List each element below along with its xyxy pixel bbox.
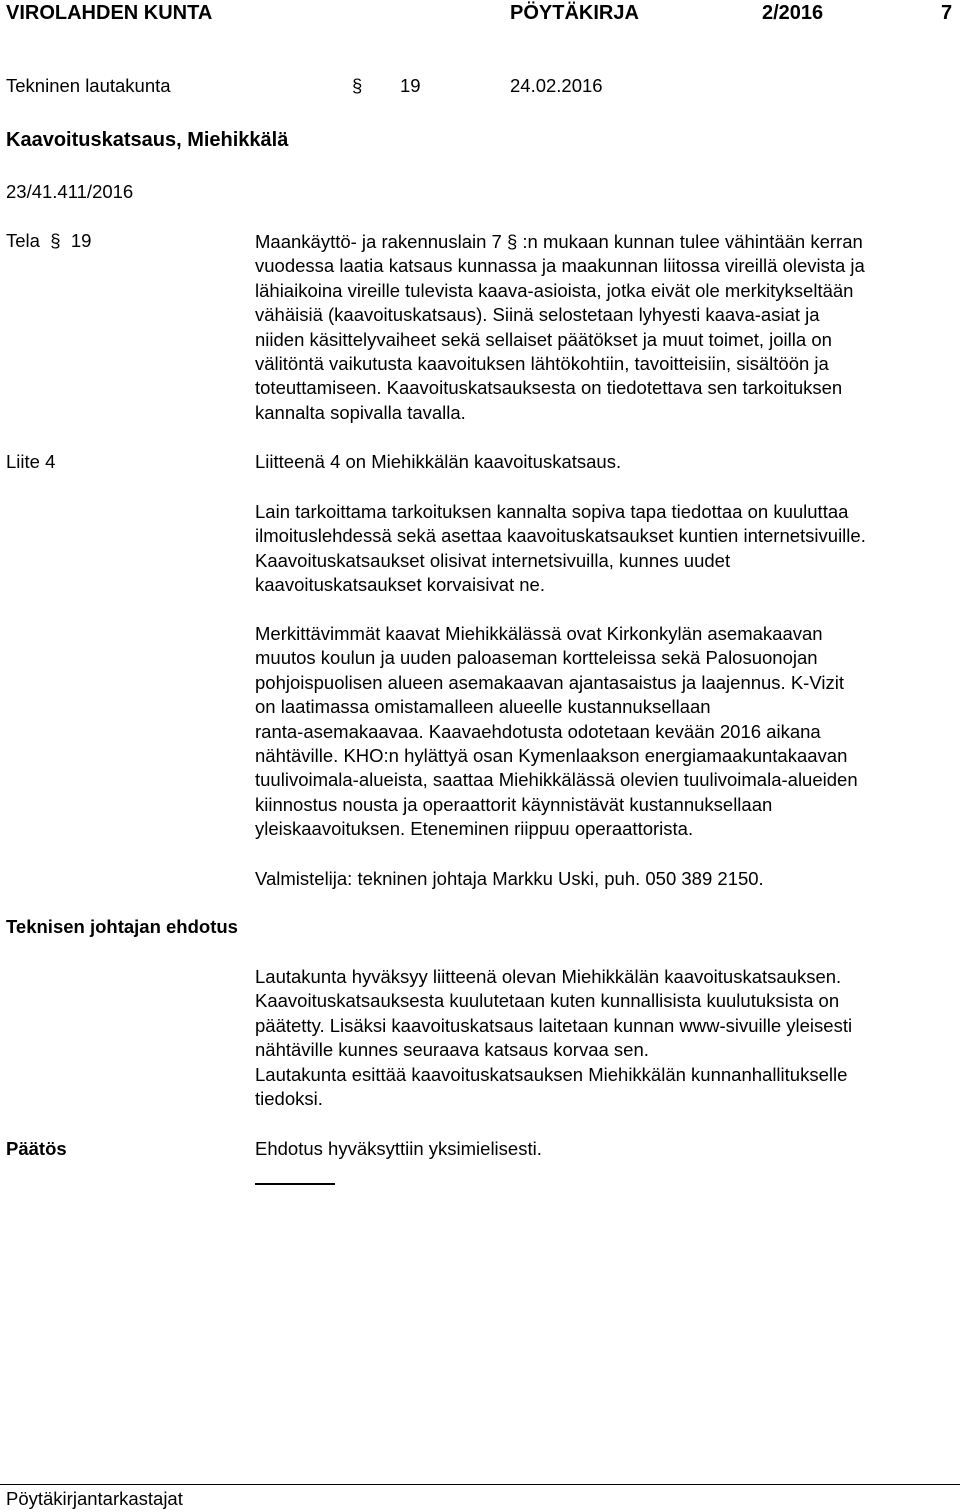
meeting-date: 24.02.2016 [510,75,603,96]
paragraph-line: pohjoispuolisen alueen asemakaavan ajantasaistus ja laajennus. K-Vizit [255,671,844,693]
decision-end-rule [255,1183,335,1185]
paragraph-line: Lautakunta esittää kaavoituskatsauksen Miehikkälän kunnanhallitukselle [255,1063,848,1085]
paragraph-line: kaavoituskatsaukset korvaisivat ne. [255,574,545,596]
tela-number: 19 [70,230,92,251]
paragraph-line: kannalta sopivalla tavalla. [255,401,466,423]
proposal-paragraph [255,965,955,1111]
paragraph-line: nähtäville. KHO:n hylättyä osan Kymenlaakson energiamaakuntakaavan [255,745,848,767]
decision-label: Päätös [6,1138,67,1159]
attachment-text: Liitteenä 4 on Miehikkälän kaavoituskatsaus. [255,451,622,472]
paragraph-line: nähtäville kunnes seuraava katsaus korvaa sen. [255,1039,649,1061]
paragraph-line: Merkittävimmät kaavat Miehikkälässä ovat Kirkonkylän asemakaavan [255,623,823,644]
paragraph-line: toteuttamiseen. Kaavoituskatsauksesta on tiedotettava sen tarkoituksen [255,377,843,399]
tela-label [6,230,91,252]
paragraph-line: päätetty. Lisäksi kaavoituskatsaus laitetaan kunnan www-sivuille yleisesti [255,1014,853,1036]
record-number: 23/41.411/2016 [6,181,134,202]
paragraph-line: tiedoksi. [255,1088,323,1110]
preparer-line: Valmistelija: tekninen johtaja Markku Uski, puh. 050 389 2150. [255,868,764,889]
announcement-paragraph [255,500,955,598]
paragraph-line: Kaavoituskatsauksesta kuulutetaan kuten kunnallisista kuulutuksista on [255,990,840,1012]
attachment-label: Liite 4 [6,451,56,472]
footer-label: Pöytäkirjantarkastajat [6,1488,183,1509]
tela-prefix: Tela [6,230,40,251]
paragraph-line: välitöntä vaikutusta kaavoituksen lähtökohtiin, tavoitteisiin, sisältöön ja [255,353,829,375]
proposal-label: Teknisen johtajan ehdotus [6,916,238,937]
item-title: Kaavoituskatsaus, Miehikkälä [6,129,289,151]
paragraph-line: lähiaikoina vireille tulevista kaava-asioista, jotka eivät ole merkitykseltään [255,279,854,301]
paragraph-line: yleiskaavoituksen. Eteneminen riippuu operaattorista. [255,818,694,840]
meeting-body: Tekninen lautakunta [6,75,171,96]
paragraph-line: Lain tarkoittama tarkoituksen kannalta sopiva tapa tiedottaa on kuuluttaa [255,501,849,522]
document-issue: 2/2016 [762,2,824,24]
tela-paragraph [255,230,955,425]
decision-text: Ehdotus hyväksyttiin yksimielisesti. [255,1138,542,1159]
paragraph-line: tuulivoimala-alueista, saattaa Miehikkälässä olevien tuulivoimala-alueiden [255,769,858,791]
paragraph-line: Lautakunta hyväksyy liitteenä olevan Miehikkälän kaavoituskatsauksen. [255,966,842,987]
document-type: PÖYTÄKIRJA [510,2,639,24]
paragraph-line: niiden käsittelyvaiheet sekä sellaiset päätökset ja muut toimet, joilla on [255,328,832,350]
section-symbol: § [45,230,66,251]
paragraph-line: kiinnostus nousta ja operaattorit käynnistävät kustannuksellaan [255,793,773,815]
paragraph-line: Maankäyttö- ja rakennuslain 7 § :n mukaan kunnan tulee vähintään kerran [255,231,863,252]
paragraph-line: Kaavoituskatsaukset olisivat internetsivuilla, kunnes uudet [255,549,731,571]
paragraph-line: ranta-asemakaavaa. Kaavaehdotusta odotetaan kevään 2016 aikana [255,720,821,742]
paragraph-line: ilmoituslehdessä sekä asettaa kaavoituskatsaukset kuntien internetsivuille. [255,525,866,547]
organization-name: VIROLAHDEN KUNTA [6,2,213,24]
paragraph-line: on laatimassa omistamalleen alueelle kustannuksellaan [255,696,711,718]
paragraph-line: vuodessa laatia katsaus kunnassa ja maakunnan liitossa vireillä olevista ja [255,255,865,277]
meeting-section-number: 19 [400,75,421,96]
paragraph-line: vähäisiä (kaavoituskatsaus). Siinä selostetaan lyhyesti kaava-asiat ja [255,304,820,326]
footer-rule [0,1484,960,1485]
section-symbol: § [352,75,363,96]
plans-paragraph [255,622,955,842]
page-number: 7 [941,2,953,24]
paragraph-line: muutos koulun ja uuden paloaseman kortteleissa sekä Palosuonojan [255,647,818,669]
